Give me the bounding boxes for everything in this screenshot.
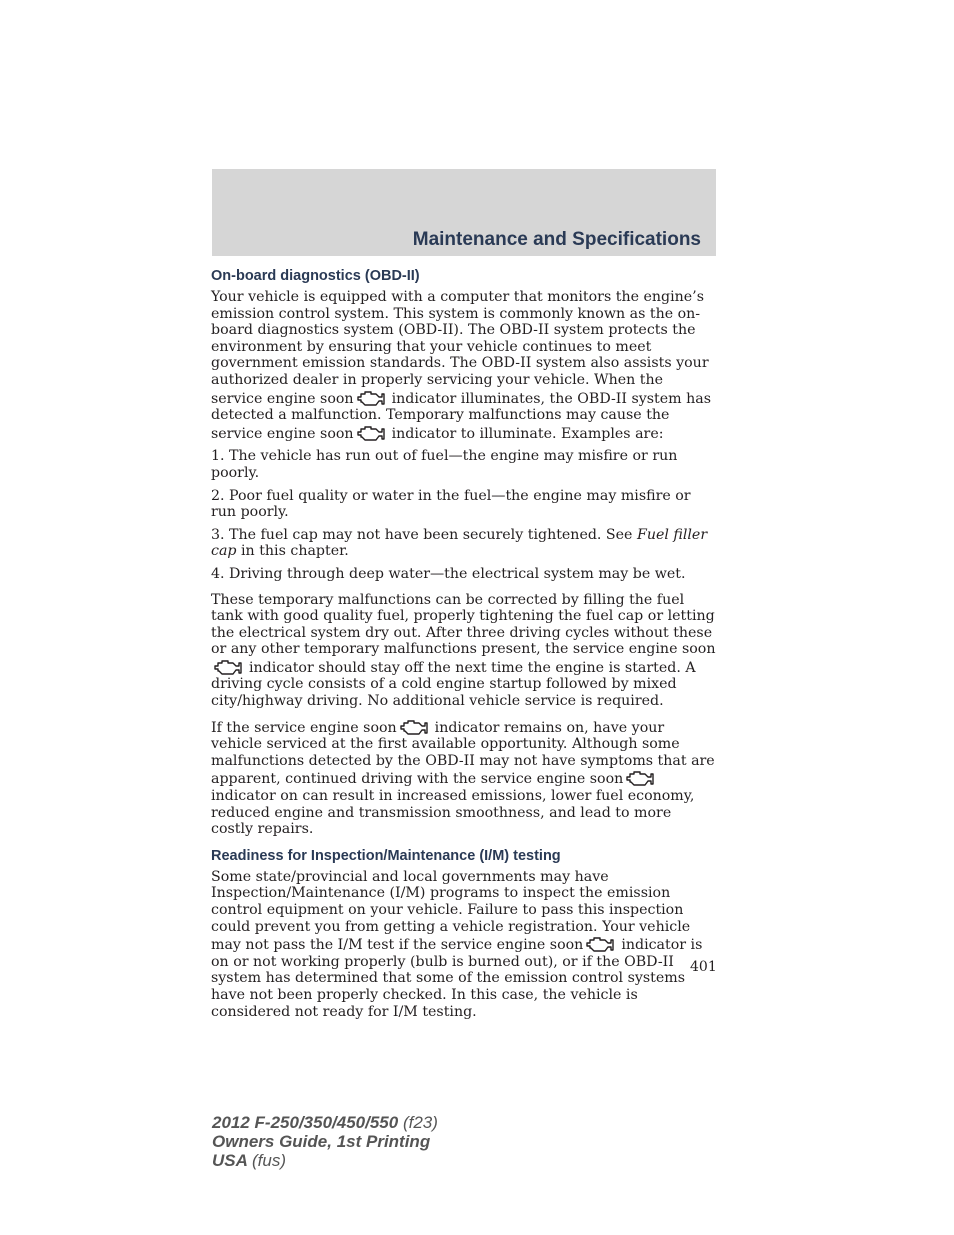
check-engine-icon (585, 935, 615, 953)
text: 3. The fuel cap may not have been securely tightened. See (211, 526, 633, 543)
text: These temporary malfunctions can be corrected by filling the fuel tank with good quality fuel, properly tightening the fuel cap or letting the electrical system dry out. After three driving cycles without these or any other temporary malfunctions present, the service engine soon (211, 591, 716, 658)
text: Your vehicle is equipped with a computer that monitors the engine’s emission control system. This system is commonly known as the on-board diagnostics system (OBD-II). The OBD-II system protects the environment by ensuring that your vehicle continues to meet government emission standards. The OBD-II system also assists your authorized dealer in properly servicing your vehicle. When the service engine soon (211, 289, 709, 407)
header-band (212, 169, 716, 256)
paragraph-obd-intro (211, 289, 717, 442)
paragraph-indicator-remains-on (211, 718, 717, 838)
text: If the service engine soon (211, 719, 397, 736)
footer-code: (f23) (402, 1113, 438, 1132)
text: indicator is on or not working properly (bulb is burned out), or if the OBD-II system has determined that some of the emission control systems have not been properly checked. In this case, the vehicle is considered not ready for I/M testing. (211, 937, 703, 1020)
text: Some state/provincial and local governments may have Inspection/Maintenance (I/M) programs to inspect the emission control equipment on your vehicle. Failure to pass this inspection could prevent you from getting a vehicle registration. Your vehicle may not pass the I/M test if the service engine soon (211, 868, 691, 954)
page-number: 401 (690, 959, 717, 975)
check-engine-icon (625, 769, 655, 787)
text: indicator illuminates, the OBD-II system has detected a malfunction. Temporary malfunctions may cause the service engine soon (211, 390, 711, 442)
page-content (211, 262, 717, 1026)
cross-reference: Fuel filler cap (211, 526, 708, 560)
list-item: 2. Poor fuel quality or water in the fuel—the engine may misfire or run poorly. (211, 487, 691, 521)
footer-line (212, 1151, 438, 1170)
section-heading-im-testing: Readiness for Inspection/Maintenance (I/M) testing (211, 847, 561, 864)
footer-line (212, 1113, 438, 1132)
text: indicator on can result in increased emissions, lower fuel economy, reduced engine and transmission smoothness, and lead to more costly repairs. (211, 788, 695, 838)
list-item (211, 527, 717, 560)
footer (212, 1113, 438, 1170)
paragraph-im-testing (211, 869, 717, 1020)
paragraph-temporary-malfunctions (211, 592, 717, 710)
check-engine-icon (213, 658, 243, 676)
check-engine-icon (356, 424, 386, 442)
footer-model: 2012 F-250/350/450/550 (212, 1113, 399, 1132)
text: indicator to illuminate. Examples are: (391, 425, 664, 442)
page-title: Maintenance and Specifications (412, 229, 701, 250)
footer-line: Owners Guide, 1st Printing (212, 1132, 431, 1151)
list-item: 4. Driving through deep water—the electrical system may be wet. (211, 565, 686, 582)
check-engine-icon (399, 718, 429, 736)
list-item: 1. The vehicle has run out of fuel—the engine may misfire or run poorly. (211, 448, 678, 481)
section-heading-obd: On-board diagnostics (OBD-II) (211, 268, 420, 284)
text: in this chapter. (241, 543, 349, 560)
footer-code: (fus) (252, 1151, 286, 1170)
text: indicator should stay off the next time the engine is started. A driving cycle consists of a cold engine startup followed by mixed city/highway driving. No additional vehicle service is required. (211, 659, 696, 710)
check-engine-icon (356, 389, 386, 407)
text: indicator remains on, have your vehicle serviced at the first available opportunity. Although some malfunctions detected by the OBD-II may not have symptoms that are apparent, continued driving with the service engine soon (211, 719, 715, 788)
footer-market: USA (212, 1151, 248, 1170)
